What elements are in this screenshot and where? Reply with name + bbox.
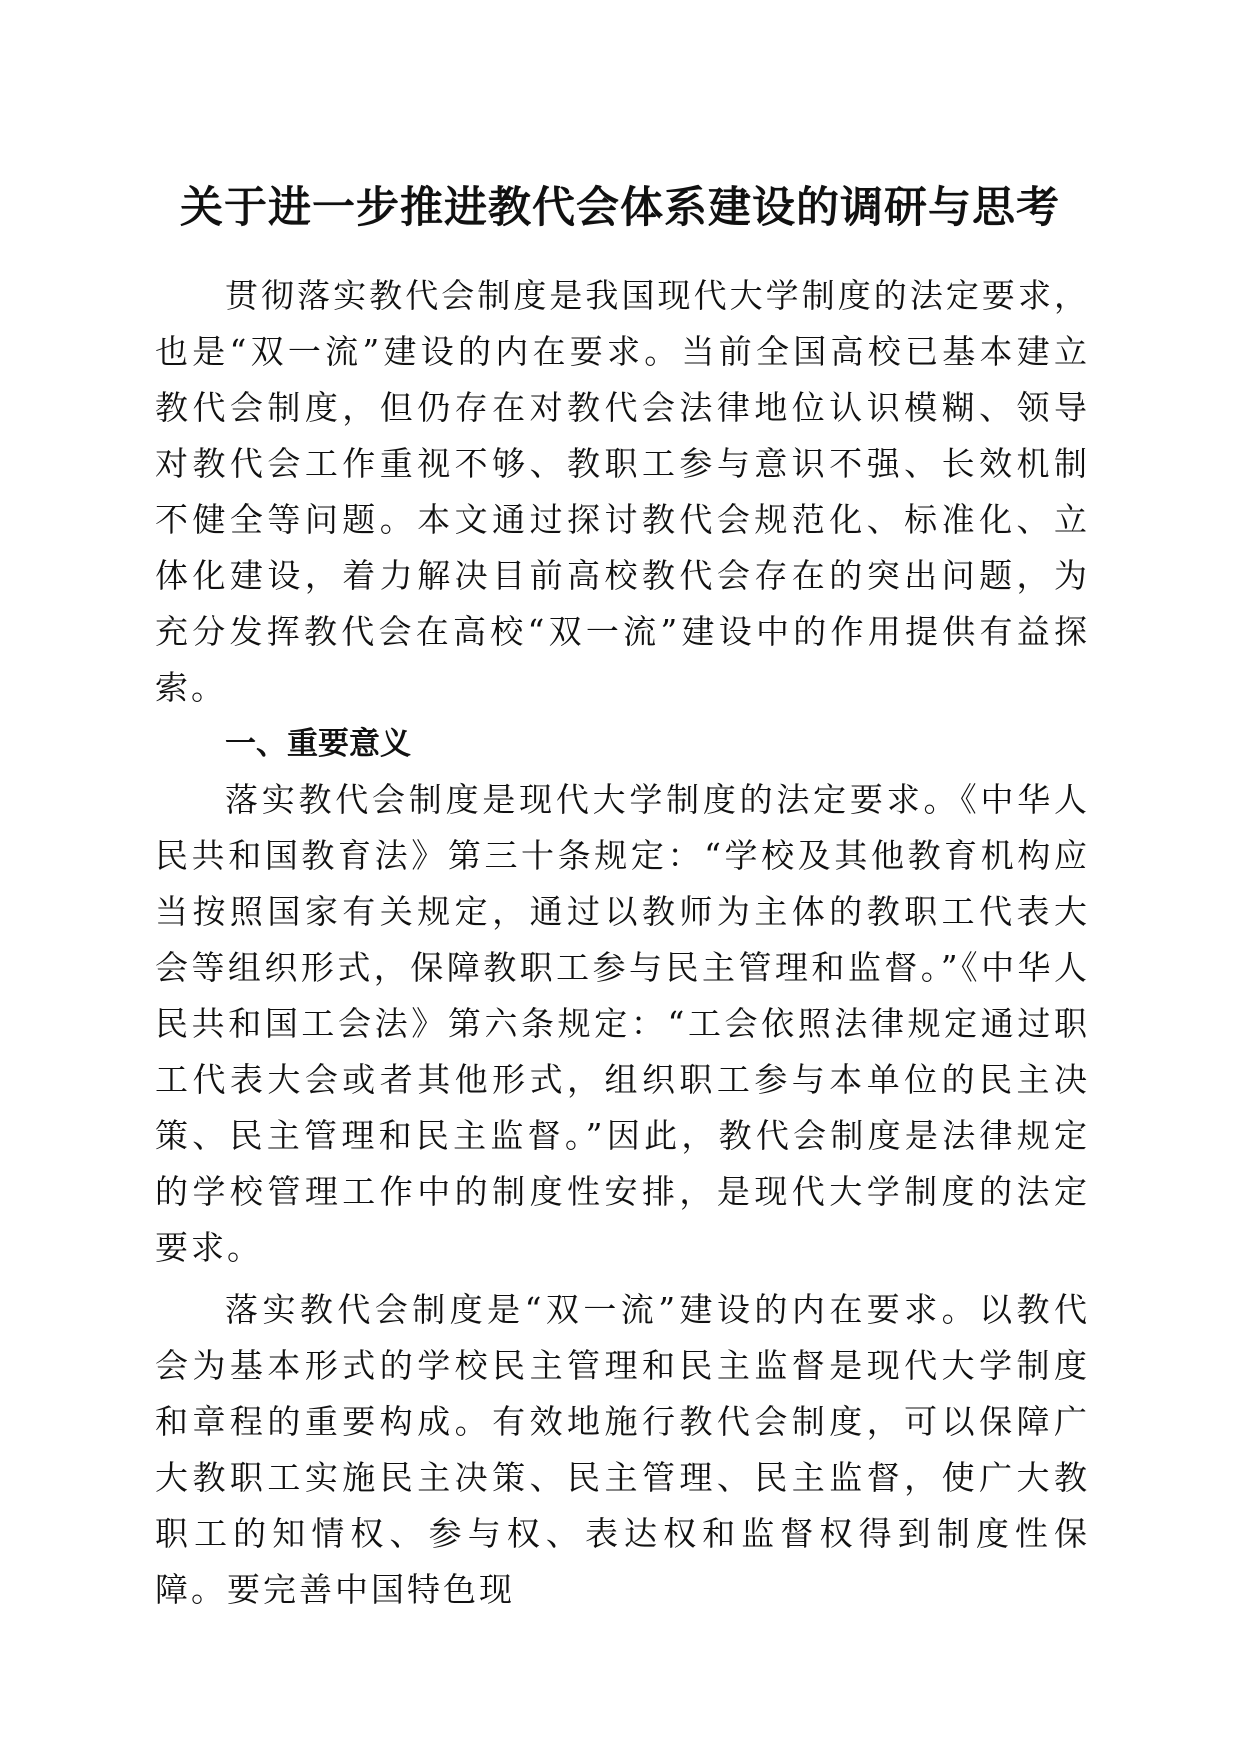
intro-paragraph: 贯彻落实教代会制度是我国现代大学制度的法定要求，也是“双一流”建设的内在要求。当前全国高校已基本建立教代会制度，但仍存在对教代会法律地位认识模糊、领导对教代会工作重视不够、教职工参与意识不强、长效机制不健全等问题。本文通过探讨教代会规范化、标准化、立体化建设，着力解决目前高校教代会存在的突出问题，为充分发挥教代会在高校“双一流”建设中的作用提供有益探索。 [155,276,1090,707]
document-body [155,268,1090,1618]
section-heading: 一、重要意义 [225,726,411,762]
document-title: 关于进一步推进教代会体系建设的调研与思考 [180,183,1060,233]
section-paragraph: 落实教代会制度是“双一流”建设的内在要求。以教代会为基本形式的学校民主管理和民主监督是现代大学制度和章程的重要构成。有效地施行教代会制度，可以保障广大教职工实施民主决策、民主管理、民主监督，使广大教职工的知情权、参与权、表达权和监督权得到制度性保障。要完善中国特色现 [155,1290,1090,1609]
section-paragraph: 落实教代会制度是现代大学制度的法定要求。《中华人民共和国教育法》第三十条规定：“学校及其他教育机构应当按照国家有关规定，通过以教师为主体的教职工代表大会等组织形式，保障教职工参与民主管理和监督。”《中华人民共和国工会法》第六条规定：“工会依照法律规定通过职工代表大会或者其他形式，组织职工参与本单位的民主决策、民主管理和民主监督。”因此，教代会制度是法律规定的学校管理工作中的制度性安排，是现代大学制度的法定要求。 [155,780,1090,1267]
